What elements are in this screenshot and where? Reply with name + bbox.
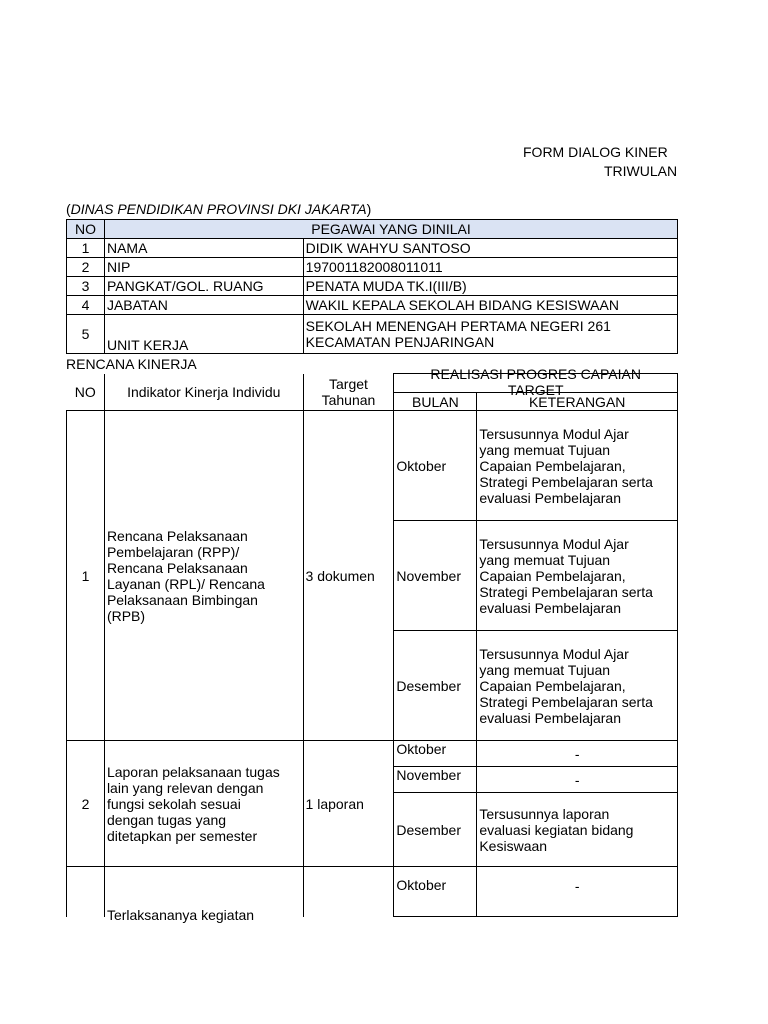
target-header-line: Target [329, 375, 368, 392]
note-line: yang memuat Tujuan [479, 661, 611, 678]
item-month: Oktober [394, 411, 477, 521]
indicator-line: Layanan (RPL)/ Rencana [106, 575, 265, 592]
note-line: Capaian Pembelajaran, [479, 567, 626, 584]
month-text: Oktober [396, 877, 447, 893]
item-month: Desember [394, 793, 477, 867]
item-month: November [394, 521, 477, 631]
table-row [67, 741, 678, 767]
item-note: - [477, 767, 678, 793]
row-no: 2 [67, 258, 105, 277]
item-month: Oktober [394, 741, 477, 767]
row-value: PENATA MUDA TK.I(III/B) [303, 277, 677, 296]
note-line: Capaian Pembelajaran, [479, 457, 626, 474]
row-label: PANGKAT/GOL. RUANG [104, 277, 303, 296]
note-line: Kesiswaan [479, 837, 548, 854]
note-line: evaluasi Pembelajaran [479, 489, 621, 506]
indicator-line: Terlaksananya kegiatan [106, 906, 255, 923]
item-indicator [104, 867, 303, 923]
target-header [303, 374, 394, 411]
note-line: yang memuat Tujuan [479, 551, 611, 568]
item-note: - [477, 741, 678, 767]
indicator-line: Rencana Pelaksanaan [106, 527, 248, 544]
no-header: NO [67, 374, 105, 411]
row-label: NIP [104, 258, 303, 277]
close-paren: ) [366, 201, 372, 217]
note-header: KETERANGAN [477, 393, 678, 411]
month-header: BULAN [394, 393, 477, 411]
item-month: November [394, 767, 477, 793]
realization-header-line: REALISASI PROGRES CAPAIAN [430, 366, 641, 382]
indicator-line: ditetapkan per semester [106, 827, 258, 844]
note-text: - [574, 878, 580, 894]
item-target: 1 laporan [303, 741, 394, 867]
item-note [477, 411, 678, 521]
item-target [303, 867, 394, 917]
table-row [67, 867, 678, 917]
employee-title-header: PEGAWAI YANG DINILAI [104, 220, 677, 239]
row-no: 1 [67, 239, 105, 258]
item-target: 3 dokumen [303, 411, 394, 741]
indicator-line: dengan tugas yang [106, 811, 227, 828]
target-header-line: Tahunan [321, 391, 376, 408]
indicator-line: Rencana Pelaksanaan [106, 559, 248, 576]
indicator-line: lain yang relevan dengan [106, 779, 264, 796]
form-title: FORM DIALOG KINER [523, 144, 668, 160]
indicator-header: Indikator Kinerja Individu [104, 374, 303, 411]
note-line: Strategi Pembelajaran serta [479, 693, 653, 710]
row-no: 3 [67, 277, 105, 296]
indicator-line: Pelaksanaan Bimbingan [106, 591, 258, 608]
item-note [477, 867, 678, 917]
note-line: yang memuat Tujuan [479, 441, 611, 458]
form-subtitle: TRIWULAN [604, 163, 678, 179]
note-line: Strategi Pembelajaran serta [479, 473, 653, 490]
item-note [477, 631, 678, 741]
row-value: 197001182008011011 [303, 258, 677, 277]
indicator-line: (RPB) [106, 607, 146, 624]
item-month [394, 867, 477, 917]
note-line: Capaian Pembelajaran, [479, 677, 626, 694]
row-no: 4 [67, 296, 105, 315]
item-note [477, 521, 678, 631]
item-month: Desember [394, 631, 477, 741]
note-line: Tersusunnya Modul Ajar [479, 535, 629, 552]
item-indicator [104, 741, 303, 867]
item-no: 1 [67, 411, 105, 741]
item-no [67, 867, 105, 917]
row-value: DIDIK WAHYU SANTOSO [303, 239, 677, 258]
row-no: 5 [67, 315, 105, 354]
note-line: evaluasi kegiatan bidang [479, 821, 634, 838]
plan-header-row-1 [67, 374, 678, 393]
section-label: RENCANA KINERJA [66, 356, 197, 372]
note-line: Tersusunnya Modul Ajar [479, 645, 629, 662]
plan-table [66, 366, 678, 923]
col-no-header: NO [67, 220, 105, 239]
note-line: Tersusunnya Modul Ajar [479, 425, 629, 442]
item-indicator [104, 411, 303, 741]
item-no: 2 [67, 741, 105, 867]
row-label: JABATAN [104, 296, 303, 315]
indicator-line: Pembelajaran (RPP)/ [106, 543, 240, 560]
value-line: SEKOLAH MENENGAH PERTAMA NEGERI 261 [305, 318, 611, 334]
row-label: NAMA [104, 239, 303, 258]
realization-header-line: TARGET [507, 382, 564, 398]
row-value: WAKIL KEPALA SEKOLAH BIDANG KESISWAAN [303, 296, 677, 315]
institution-name: DINAS PENDIDIKAN PROVINSI DKI JAKARTA [70, 201, 367, 217]
open-paren: ( [66, 201, 71, 217]
note-line: evaluasi Pembelajaran [479, 709, 621, 726]
row-label: UNIT KERJA [104, 315, 303, 354]
note-line: evaluasi Pembelajaran [479, 599, 621, 616]
note-line: Strategi Pembelajaran serta [479, 583, 653, 600]
indicator-line: Laporan pelaksanaan tugas [106, 763, 280, 780]
indicator-line: fungsi sekolah sesuai [106, 795, 241, 812]
value-line: KECAMATAN PENJARINGAN [305, 334, 495, 350]
note-line: Tersusunnya laporan [479, 805, 610, 822]
item-note [477, 793, 678, 867]
table-row [67, 411, 678, 521]
realization-header [394, 366, 678, 398]
